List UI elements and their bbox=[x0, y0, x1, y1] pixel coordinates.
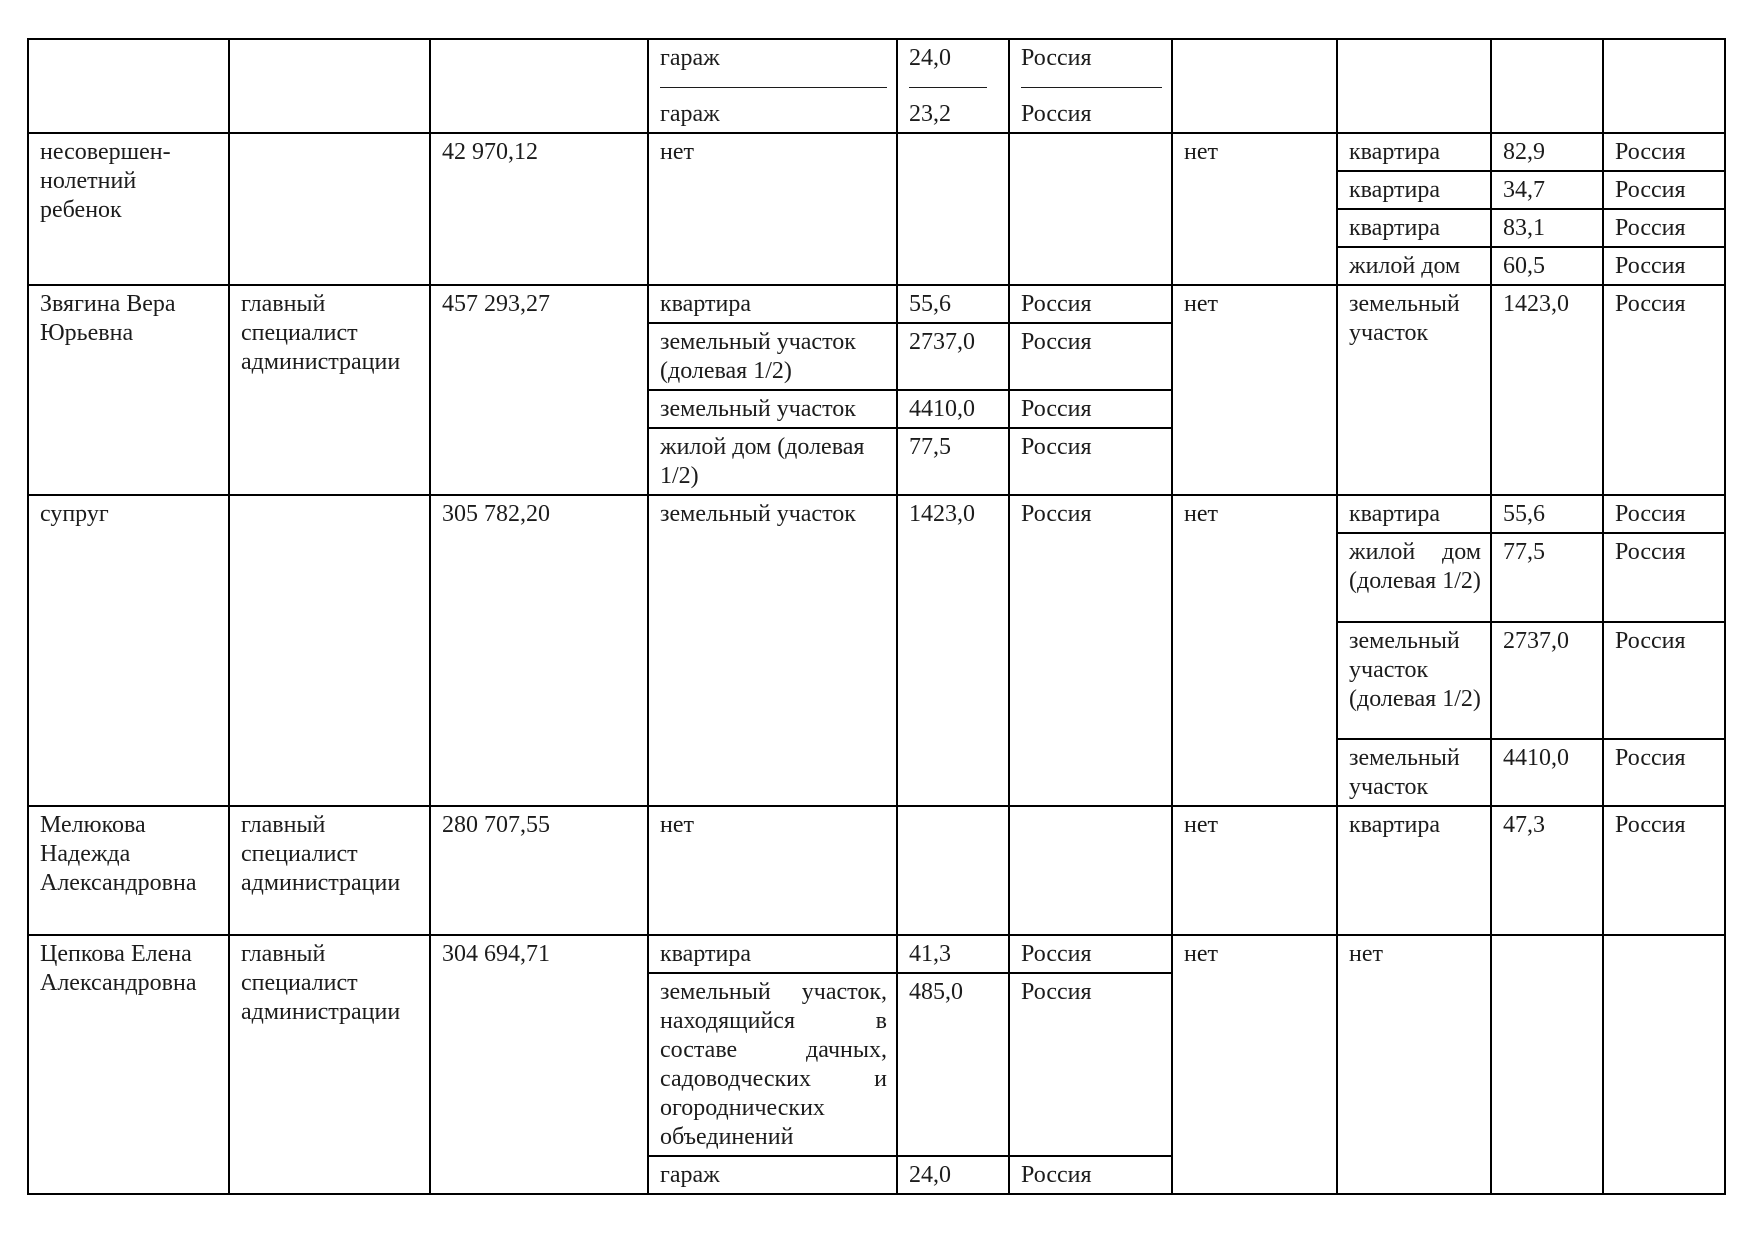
owned-property-type: гараж bbox=[660, 101, 720, 127]
owned-property-area-cell: 2737,0 bbox=[897, 323, 1009, 390]
owned-property-area-cell: 485,0 bbox=[897, 973, 1009, 1156]
owned-property-area-cell bbox=[897, 39, 1009, 133]
position-cell bbox=[229, 133, 430, 285]
person-name-cell: несовершен-нолетний ребенок bbox=[28, 133, 229, 285]
used-property-area-cell bbox=[1491, 39, 1603, 133]
owned-property-type-cell: жилой дом (долевая 1/2) bbox=[648, 428, 897, 495]
used-property-area-cell: 83,1 bbox=[1491, 209, 1603, 247]
used-property-country-cell: Россия bbox=[1603, 209, 1725, 247]
used-property-type-cell: квартира bbox=[1337, 133, 1491, 171]
person-name-cell: супруг bbox=[28, 495, 229, 806]
used-property-country-cell: Россия bbox=[1603, 622, 1725, 739]
owned-property-country: Россия bbox=[1021, 45, 1092, 71]
income-cell: 305 782,20 bbox=[430, 495, 648, 806]
table-row bbox=[28, 806, 1725, 935]
position-cell bbox=[229, 39, 430, 133]
owned-property-area-cell: 77,5 bbox=[897, 428, 1009, 495]
owned-property-type-cell: земельный участок bbox=[648, 495, 897, 806]
used-property-area-cell: 60,5 bbox=[1491, 247, 1603, 285]
declaration-table-container bbox=[27, 38, 1724, 1195]
used-property-country-cell: Россия bbox=[1603, 533, 1725, 622]
vehicles-cell: нет bbox=[1172, 935, 1337, 1194]
used-property-country-cell: Россия bbox=[1603, 806, 1725, 935]
vehicles-cell: нет bbox=[1172, 495, 1337, 806]
used-property-area-cell bbox=[1491, 935, 1603, 1194]
used-property-type-cell: земельный участок (долевая 1/2) bbox=[1337, 622, 1491, 739]
declaration-table bbox=[27, 38, 1726, 1195]
used-property-type-cell: квартира bbox=[1337, 209, 1491, 247]
used-property-type-cell: земельный участок bbox=[1337, 285, 1491, 495]
owned-property-type-cell: земельный участок (долевая 1/2) bbox=[648, 323, 897, 390]
owned-property-country-cell: Россия bbox=[1009, 935, 1172, 973]
owned-property-type-cell: нет bbox=[648, 806, 897, 935]
table-row bbox=[28, 285, 1725, 323]
used-property-type-cell bbox=[1337, 39, 1491, 133]
income-cell: 304 694,71 bbox=[430, 935, 648, 1194]
owned-property-type-cell: нет bbox=[648, 133, 897, 285]
owned-property-type-cell bbox=[648, 39, 897, 133]
vehicles-cell: нет bbox=[1172, 806, 1337, 935]
owned-property-area-cell bbox=[897, 806, 1009, 935]
owned-property-country-cell: Россия bbox=[1009, 1156, 1172, 1194]
person-name-cell: Звягина Вера Юрьевна bbox=[28, 285, 229, 495]
owned-property-area: 23,2 bbox=[909, 101, 951, 127]
owned-property-type-cell: земельный участок, находящийся в составе дачных, садоводческих и огороднических объединений bbox=[648, 973, 897, 1156]
owned-property-type-cell: земельный участок bbox=[648, 390, 897, 428]
used-property-country-cell: Россия bbox=[1603, 247, 1725, 285]
owned-property-country-cell bbox=[1009, 39, 1172, 133]
used-property-country-cell bbox=[1603, 39, 1725, 133]
income-cell: 42 970,12 bbox=[430, 133, 648, 285]
table-row bbox=[28, 935, 1725, 973]
owned-property-country-cell: Россия bbox=[1009, 973, 1172, 1156]
divider-line bbox=[909, 73, 987, 88]
vehicles-cell: нет bbox=[1172, 133, 1337, 285]
owned-property-type-cell: квартира bbox=[648, 935, 897, 973]
used-property-country-cell: Россия bbox=[1603, 285, 1725, 495]
position-cell: главный специалист администрации bbox=[229, 285, 430, 495]
owned-property-area: 24,0 bbox=[909, 45, 951, 71]
position-cell bbox=[229, 495, 430, 806]
table-row bbox=[28, 39, 1725, 133]
owned-property-area-cell bbox=[897, 133, 1009, 285]
owned-property-country-cell bbox=[1009, 806, 1172, 935]
owned-property-area-cell: 55,6 bbox=[897, 285, 1009, 323]
divider-line bbox=[660, 73, 887, 88]
owned-property-type: гараж bbox=[660, 45, 720, 71]
used-property-area-cell: 2737,0 bbox=[1491, 622, 1603, 739]
used-property-type-cell: квартира bbox=[1337, 806, 1491, 935]
used-property-type-cell: земельный участок bbox=[1337, 739, 1491, 806]
owned-property-country-cell: Россия bbox=[1009, 285, 1172, 323]
used-property-type-cell: жилой дом (долевая 1/2) bbox=[1337, 533, 1491, 622]
used-property-country-cell bbox=[1603, 935, 1725, 1194]
person-name-cell: Цепкова Елена Александровна bbox=[28, 935, 229, 1194]
used-property-country-cell: Россия bbox=[1603, 739, 1725, 806]
used-property-area-cell: 34,7 bbox=[1491, 171, 1603, 209]
owned-property-type-cell: квартира bbox=[648, 285, 897, 323]
income-cell: 457 293,27 bbox=[430, 285, 648, 495]
owned-property-country: Россия bbox=[1021, 101, 1092, 127]
used-property-type-cell: квартира bbox=[1337, 495, 1491, 533]
table-row bbox=[28, 495, 1725, 533]
owned-property-country-cell: Россия bbox=[1009, 495, 1172, 806]
owned-property-country-cell: Россия bbox=[1009, 390, 1172, 428]
divider-line bbox=[1021, 73, 1162, 88]
used-property-country-cell: Россия bbox=[1603, 171, 1725, 209]
used-property-type-cell: квартира bbox=[1337, 171, 1491, 209]
position-cell: главный специалист администрации bbox=[229, 806, 430, 935]
used-property-country-cell: Россия bbox=[1603, 133, 1725, 171]
owned-property-country-cell bbox=[1009, 133, 1172, 285]
owned-property-area-cell: 4410,0 bbox=[897, 390, 1009, 428]
owned-property-type-cell: гараж bbox=[648, 1156, 897, 1194]
used-property-area-cell: 77,5 bbox=[1491, 533, 1603, 622]
used-property-area-cell: 1423,0 bbox=[1491, 285, 1603, 495]
position-cell: главный специалист администрации bbox=[229, 935, 430, 1194]
person-name-cell bbox=[28, 39, 229, 133]
owned-property-area-cell: 41,3 bbox=[897, 935, 1009, 973]
used-property-type-cell: жилой дом bbox=[1337, 247, 1491, 285]
used-property-area-cell: 47,3 bbox=[1491, 806, 1603, 935]
vehicles-cell bbox=[1172, 39, 1337, 133]
income-cell bbox=[430, 39, 648, 133]
used-property-area-cell: 4410,0 bbox=[1491, 739, 1603, 806]
vehicles-cell: нет bbox=[1172, 285, 1337, 495]
used-property-country-cell: Россия bbox=[1603, 495, 1725, 533]
owned-property-area-cell: 1423,0 bbox=[897, 495, 1009, 806]
used-property-type-cell: нет bbox=[1337, 935, 1491, 1194]
used-property-area-cell: 82,9 bbox=[1491, 133, 1603, 171]
owned-property-country-cell: Россия bbox=[1009, 428, 1172, 495]
owned-property-area-cell: 24,0 bbox=[897, 1156, 1009, 1194]
owned-property-country-cell: Россия bbox=[1009, 323, 1172, 390]
person-name-cell: Мелюкова Надежда Александровна bbox=[28, 806, 229, 935]
used-property-area-cell: 55,6 bbox=[1491, 495, 1603, 533]
income-cell: 280 707,55 bbox=[430, 806, 648, 935]
table-row bbox=[28, 133, 1725, 171]
